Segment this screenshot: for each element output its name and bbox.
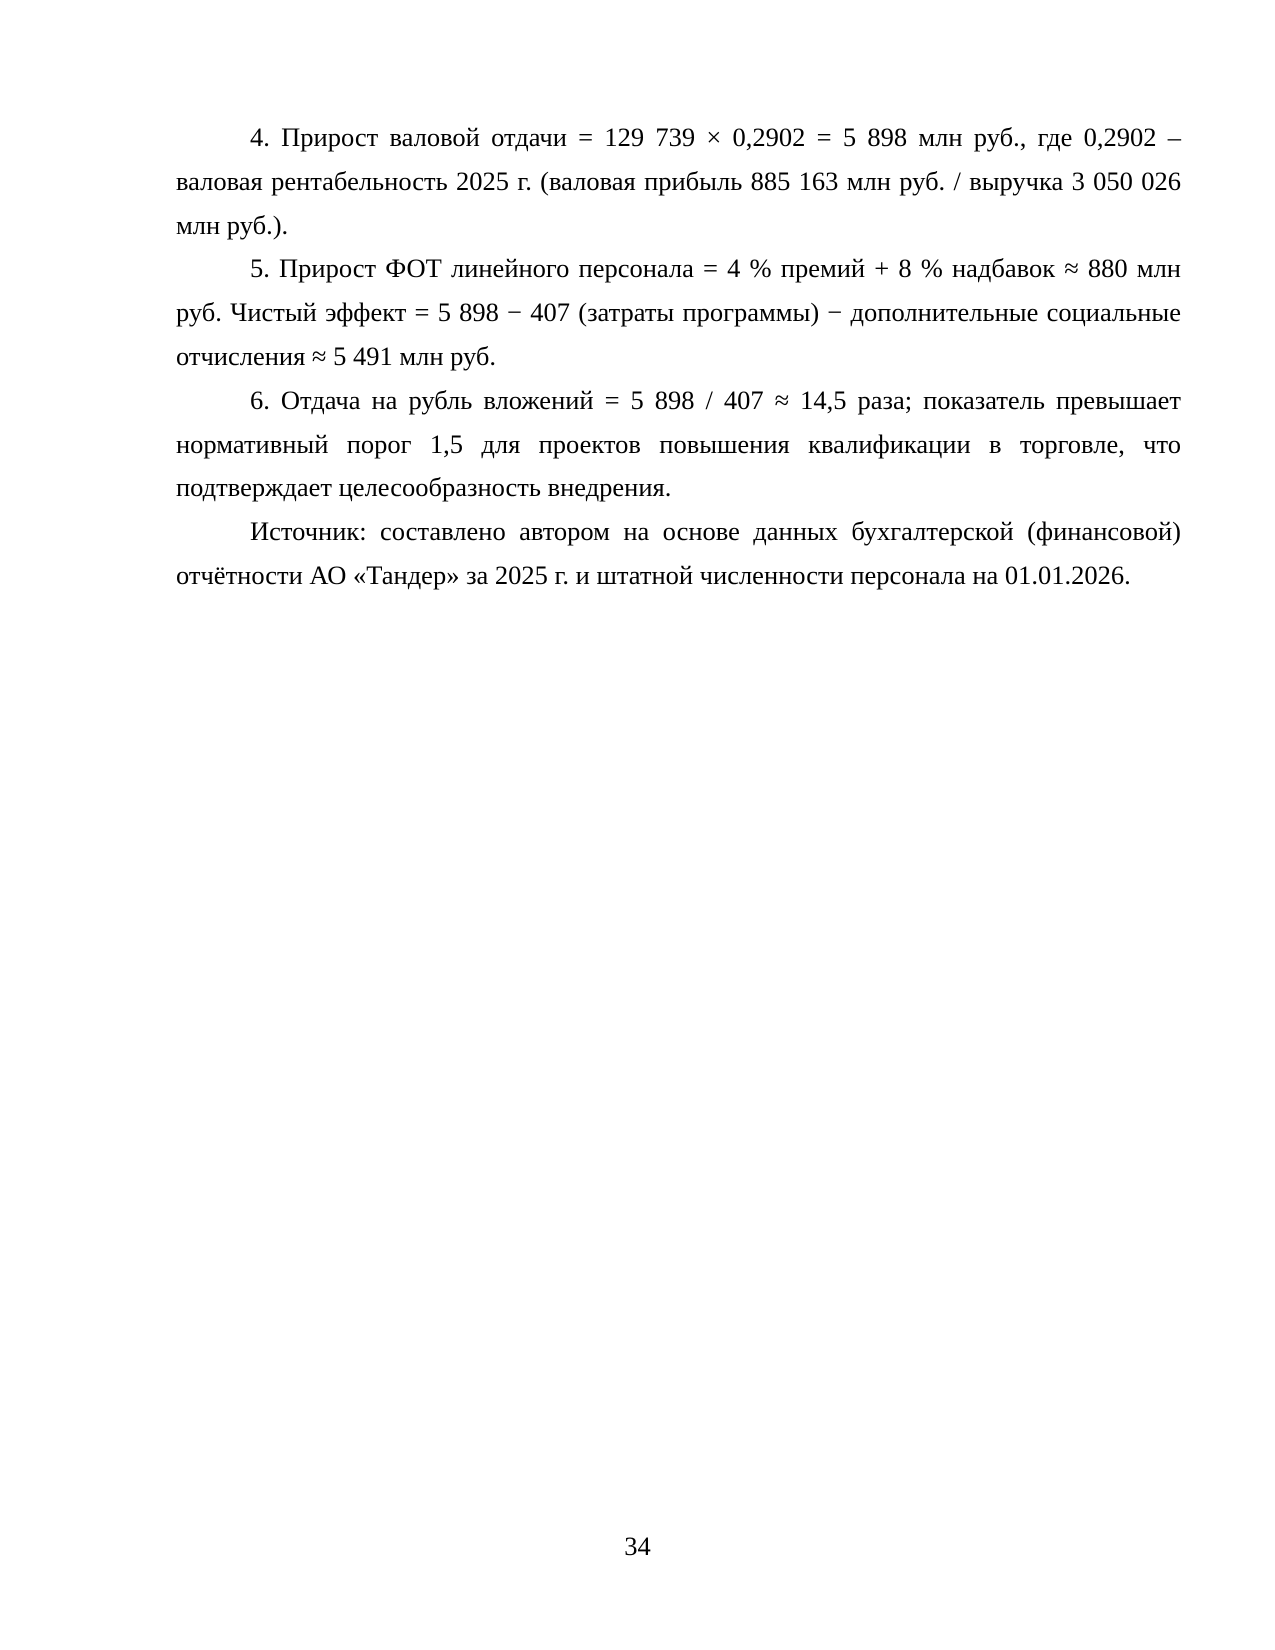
source-note: Источник: составлено автором на основе данных бухгалтерской (финансовой) отчётности АО «Тандер» за 2025 г. и штатной численности персонала на 01.01.2026. [176,516,1181,590]
paragraph-item-4: 4. Прирост валовой отдачи = 129 739 × 0,2902 = 5 898 млн руб., где 0,2902 – валовая рентабельность 2025 г. (валовая прибыль 885 163 млн руб. / выручка 3 050 026 млн руб.). [176,122,1181,240]
paragraph-item-5: 5. Прирост ФОТ линейного персонала = 4 % премий + 8 % надбавок ≈ 880 млн руб. Чистый эффект = 5 898 − 407 (затраты программы) − дополнительные социальные отчисления ≈ 5 491 млн руб. [176,253,1181,371]
page-number: 34 [624,1531,651,1561]
page-body [176,116,1181,598]
paragraph-item-6: 6. Отдача на рубль вложений = 5 898 / 407 ≈ 14,5 раза; показатель превышает нормативный порог 1,5 для проектов повышения квалификации в торговле, что подтверждает целесообразность внедрения. [176,384,1181,503]
